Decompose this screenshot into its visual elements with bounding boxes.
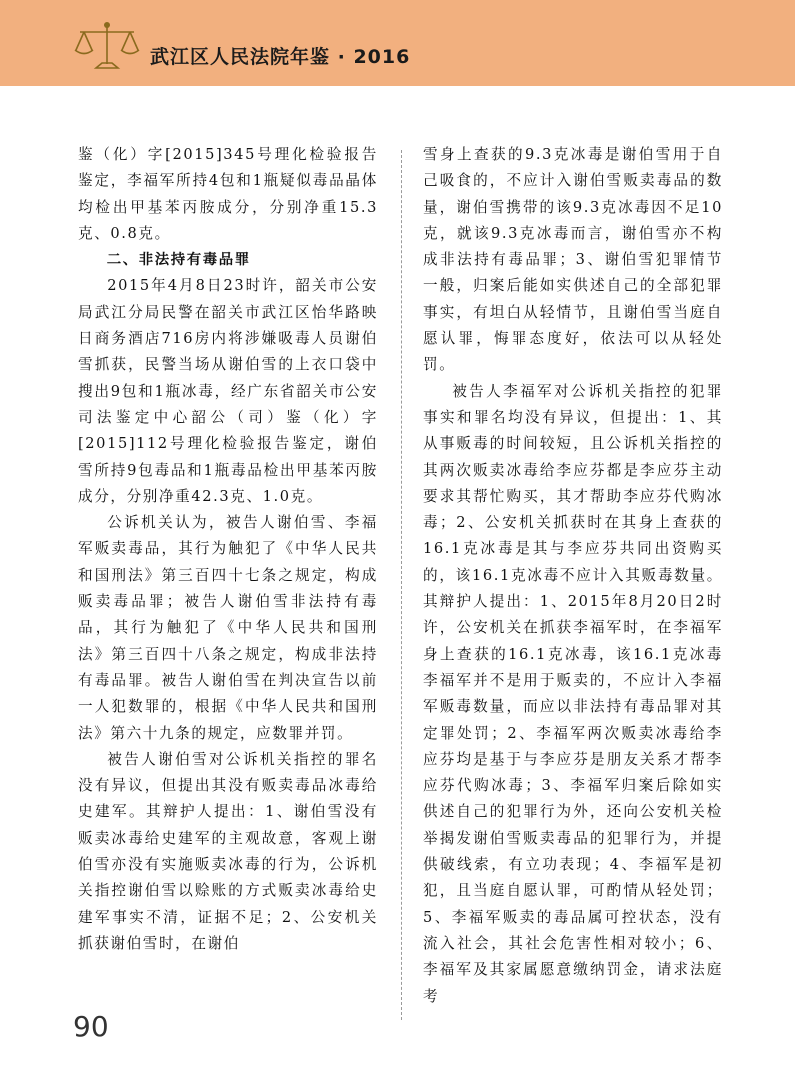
page-header-title: 武江区人民法院年鉴 · 2016 (150, 46, 411, 68)
section-heading: 二、非法持有毒品罪 (106, 252, 251, 269)
column-divider (401, 150, 402, 1020)
left-column (78, 142, 378, 957)
scales-of-justice-icon (72, 20, 142, 72)
right-column (423, 142, 723, 1010)
left-paragraph-1: 鉴（化）字[2015]345号理化检验报告鉴定，李福军所持4包和1瓶疑似毒品晶体均检出甲基苯丙胺成分，分别净重15.3克、0.8克。 (78, 146, 378, 242)
left-paragraph-4: 被告人谢伯雪对公诉机关指控的罪名没有异议，但提出其没有贩卖毒品冰毒给史建军。其辩护人提出：1、谢伯雪没有贩卖冰毒给史建军的主观故意，客观上谢伯雪亦没有实施贩卖冰毒的行为，公诉机关指控谢伯雪以赊账的方式贩卖冰毒给史建军事实不清，证据不足；2、公安机关抓获谢伯雪时，在谢伯 (78, 750, 378, 952)
page-header (0, 0, 795, 86)
right-paragraph-2: 被告人李福军对公诉机关指控的犯罪事实和罪名均没有异议，但提出：1、其从事贩毒的时间较短，且公诉机关指控的其两次贩卖冰毒给李应芬都是李应芬主动要求其帮忙购买，其才帮助李应芬代购冰毒；2、公安机关抓获时在其身上查获的16.1克冰毒是其与李应芬共同出资购买的，该16.1克冰毒不应计入其贩毒数量。其辩护人提出：1、2015年8月20日2时许，公安机关在抓获李福军时，在李福军身上查获的16.1克冰毒，该16.1克冰毒李福军并不是用于贩卖的，不应计入李福军贩毒数量，而应以非法持有毒品罪对其定罪处罚；2、李福军两次贩卖冰毒给李应芬均是基于与李应芬是朋友关系才帮李应芬代购冰毒；3、李福军归案后除如实供述自己的犯罪行为外，还向公安机关检举揭发谢伯雪贩卖毒品的犯罪行为，并提供破线索，有立功表现；4、李福军是初犯，且当庭自愿认罪，可酌情从轻处罚；5、李福军贩卖的毒品属可控状态，没有流入社会，其社会危害性相对较小；6、李福军及其家属愿意缴纳罚金，请求法庭考 (423, 382, 723, 1005)
page-number: 90 (73, 1010, 109, 1043)
left-paragraph-3: 公诉机关认为，被告人谢伯雪、李福军贩卖毒品，其行为触犯了《中华人民共和国刑法》第三百四十七条之规定，构成贩卖毒品罪；被告人谢伯雪非法持有毒品，其行为触犯了《中华人民共和国刑法》第三百四十八条之规定，构成非法持有毒品罪。被告人谢伯雪在判决宣告以前一人犯数罪的，根据《中华人民共和国刑法》第六十九条的规定，应数罪并罚。 (78, 514, 378, 742)
right-paragraph-1: 雪身上查获的9.3克冰毒是谢伯雪用于自己吸食的，不应计入谢伯雪贩卖毒品的数量，谢伯雪携带的该9.3克冰毒因不足10克，就该9.3克冰毒而言，谢伯雪亦不构成非法持有毒品罪；3、谢伯雪犯罪情节一般，归案后能如实供述自己的全部犯罪事实，有坦白从轻情节，且谢伯雪当庭自愿认罪，悔罪态度好，依法可以从轻处罚。 (423, 146, 723, 374)
left-paragraph-2: 2015年4月8日23时许，韶关市公安局武江分局民警在韶关市武江区怡华路映日商务酒店716房内将涉嫌吸毒人员谢伯雪抓获，民警当场从谢伯雪的上衣口袋中搜出9包和1瓶冰毒，经广东省韶关市公安司法鉴定中心韶公（司）鉴（化）字[2015]112号理化检验报告鉴定，谢伯雪所持9包毒品和1瓶毒品检出甲基苯丙胺成分，分别净重42.3克、1.0克。 (78, 277, 378, 505)
